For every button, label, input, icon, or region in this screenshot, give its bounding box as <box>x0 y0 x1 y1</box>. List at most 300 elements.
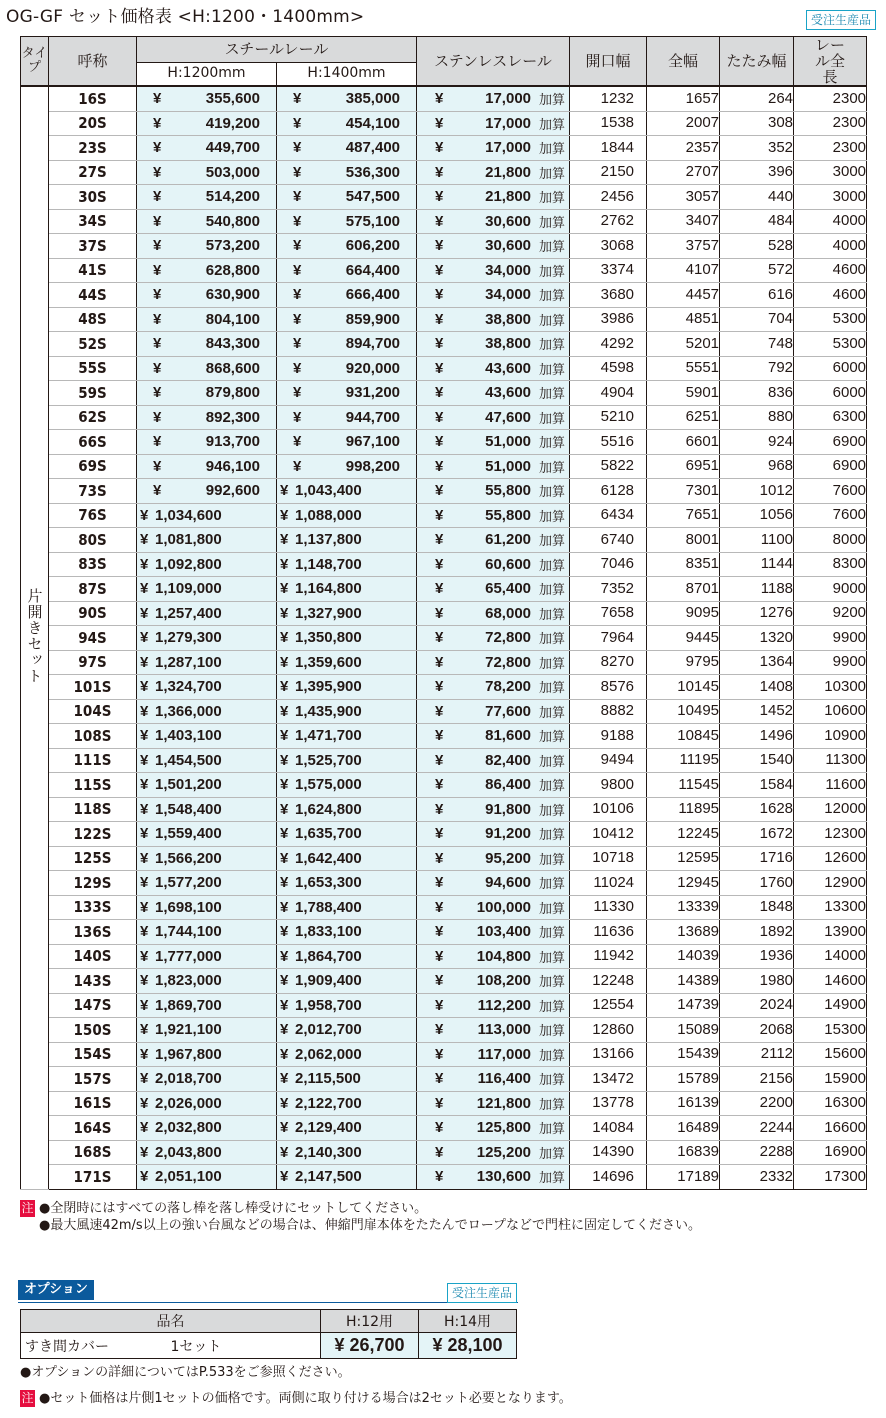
opening-width: 14696 <box>570 1165 647 1190</box>
total-width: 5551 <box>647 356 720 381</box>
folded-width: 2200 <box>720 1091 794 1116</box>
opening-width: 13472 <box>570 1067 647 1092</box>
yen-sign: ¥ <box>280 580 289 597</box>
price-amount: 487,400 <box>345 139 401 156</box>
model-name: 23S <box>49 136 137 161</box>
steel-price-h1200 <box>137 675 277 700</box>
price-amount: 514,200 <box>205 188 260 205</box>
price-amount: 1,279,300 <box>155 629 222 646</box>
opening-width: 1538 <box>570 111 647 136</box>
total-width: 2357 <box>647 136 720 161</box>
addon-label: 加算 <box>539 851 566 867</box>
folded-width: 2244 <box>720 1116 794 1141</box>
price-amount: 894,700 <box>345 335 401 352</box>
steel-price-h1400 <box>277 1067 417 1092</box>
yen-sign: ¥ <box>140 825 149 842</box>
folded-width: 1892 <box>720 920 794 945</box>
price-amount: 449,700 <box>205 139 260 156</box>
opening-width: 7658 <box>570 601 647 626</box>
stainless-addon <box>417 871 570 896</box>
yen-sign: ¥ <box>293 359 302 377</box>
steel-price-h1400 <box>277 675 417 700</box>
price-amount: 2,018,700 <box>155 1070 222 1087</box>
stainless-addon <box>417 307 570 332</box>
total-width: 3757 <box>647 234 720 259</box>
yen-sign: ¥ <box>280 1070 289 1087</box>
stainless-addon <box>417 577 570 602</box>
price-amount: 992,600 <box>205 482 260 499</box>
folded-width: 1320 <box>720 626 794 651</box>
rail-length: 10600 <box>794 699 867 724</box>
steel-price-h1200 <box>137 1165 277 1190</box>
total-width: 17189 <box>647 1165 720 1190</box>
yen-sign: ¥ <box>435 139 444 156</box>
folded-width: 968 <box>720 454 794 479</box>
addon-label: 加算 <box>539 606 566 622</box>
table-row <box>21 160 867 185</box>
model-name: 83S <box>49 552 137 577</box>
yen-sign: ¥ <box>140 580 149 597</box>
model-name: 129S <box>49 871 137 896</box>
price-amount: 2,062,000 <box>295 1045 362 1063</box>
addon-amount: 112,200 <box>477 996 532 1014</box>
steel-price-h1200 <box>137 846 277 871</box>
yen-sign: ¥ <box>153 114 162 132</box>
addon-amount: 55,800 <box>485 482 532 499</box>
note-text-1: ●全閉時にはすべての落し棒を落し棒受けにセットしてください。 <box>39 1201 428 1216</box>
total-width: 14389 <box>647 969 720 994</box>
total-width: 10845 <box>647 724 720 749</box>
yen-sign: ¥ <box>280 727 289 744</box>
price-amount: 1,454,500 <box>155 751 222 769</box>
yen-sign: ¥ <box>435 800 444 818</box>
steel-price-h1400 <box>277 405 417 430</box>
table-row <box>21 503 867 528</box>
total-width: 15439 <box>647 1042 720 1067</box>
price-amount: 913,700 <box>205 433 260 450</box>
addon-label: 加算 <box>539 1145 566 1161</box>
total-width: 10495 <box>647 699 720 724</box>
yen-sign: ¥ <box>435 506 444 524</box>
yen-sign: ¥ <box>153 286 162 303</box>
folded-width: 2112 <box>720 1042 794 1067</box>
stainless-addon <box>417 675 570 700</box>
steel-price-h1400 <box>277 650 417 675</box>
yen-sign: ¥ <box>293 163 302 181</box>
folded-width: 352 <box>720 136 794 161</box>
opening-width: 10106 <box>570 797 647 822</box>
opening-width: 5210 <box>570 405 647 430</box>
rail-length: 10300 <box>794 675 867 700</box>
rail-length: 6900 <box>794 454 867 479</box>
table-row <box>21 1018 867 1043</box>
stainless-addon <box>417 1165 570 1190</box>
model-name: 97S <box>49 650 137 675</box>
addon-amount: 125,800 <box>476 1119 532 1136</box>
price-amount: 1,559,400 <box>155 825 222 842</box>
folded-width: 1496 <box>720 724 794 749</box>
yen-sign: ¥ <box>140 1119 149 1136</box>
steel-price-h1400 <box>277 871 417 896</box>
steel-price-h1200 <box>137 332 277 357</box>
table-row <box>21 136 867 161</box>
steel-price-h1400 <box>277 503 417 528</box>
yen-sign: ¥ <box>435 188 444 205</box>
opening-width: 3680 <box>570 283 647 308</box>
price-amount: 664,400 <box>345 261 401 279</box>
stainless-addon <box>417 699 570 724</box>
yen-sign: ¥ <box>280 629 289 646</box>
price-amount: 628,800 <box>205 261 260 279</box>
addon-label: 加算 <box>539 729 566 744</box>
steel-price-h1200 <box>137 1018 277 1043</box>
yen-sign: ¥ <box>140 849 149 867</box>
yen-sign: ¥ <box>140 678 149 695</box>
price-amount: 1,287,100 <box>155 653 222 671</box>
header-type: タイプ <box>21 37 49 87</box>
total-width: 3407 <box>647 209 720 234</box>
yen-sign: ¥ <box>293 457 302 475</box>
yen-sign: ¥ <box>280 653 289 671</box>
addon-amount: 72,800 <box>485 653 532 671</box>
yen-sign: ¥ <box>435 604 444 622</box>
price-amount: 1,909,400 <box>295 972 362 989</box>
steel-price-h1200 <box>137 1042 277 1067</box>
header-stainless-rail: ステンレスレール <box>417 37 570 87</box>
rail-length: 15900 <box>794 1067 867 1092</box>
yen-sign: ¥ <box>280 947 289 965</box>
price-amount: 2,032,800 <box>155 1119 222 1136</box>
folded-width: 1100 <box>720 528 794 553</box>
model-name: 37S <box>49 234 137 259</box>
yen-sign: ¥ <box>435 261 444 279</box>
rail-length: 13300 <box>794 895 867 920</box>
stainless-addon <box>417 920 570 945</box>
steel-price-h1400 <box>277 111 417 136</box>
yen-sign: ¥ <box>435 335 444 352</box>
stainless-addon <box>417 283 570 308</box>
price-amount: 879,800 <box>205 384 260 401</box>
model-name: 125S <box>49 846 137 871</box>
table-row <box>21 773 867 798</box>
addon-label: 加算 <box>539 655 566 671</box>
yen-sign: ¥ <box>435 163 444 181</box>
model-name: 150S <box>49 1018 137 1043</box>
note-mark: 注 <box>21 1201 34 1215</box>
steel-price-h1200 <box>137 381 277 406</box>
yen-sign: ¥ <box>153 384 162 401</box>
yen-sign: ¥ <box>435 555 444 573</box>
total-width: 6951 <box>647 454 720 479</box>
yen-sign: ¥ <box>280 849 289 867</box>
yen-sign: ¥ <box>435 90 444 107</box>
yen-sign: ¥ <box>140 1094 149 1112</box>
steel-price-h1400 <box>277 748 417 773</box>
price-amount: 2,140,300 <box>295 1143 362 1161</box>
model-name: 140S <box>49 944 137 969</box>
header-rail-length <box>794 37 867 87</box>
header-steel-rail: スチールレール <box>137 37 417 63</box>
addon-amount: 130,600 <box>476 1168 532 1185</box>
steel-price-h1200 <box>137 430 277 455</box>
addon-label: 加算 <box>539 974 566 989</box>
note-line-2 <box>39 1217 701 1234</box>
steel-price-h1400 <box>277 577 417 602</box>
addon-label: 加算 <box>539 1023 566 1038</box>
option-header-name: 品名 <box>21 1310 321 1333</box>
yen-sign: ¥ <box>435 727 444 744</box>
addon-amount: 17,000 <box>485 90 532 107</box>
stainless-addon <box>417 1067 570 1092</box>
table-row <box>21 381 867 406</box>
addon-label: 加算 <box>539 1096 566 1112</box>
table-row <box>21 234 867 259</box>
table-row <box>21 895 867 920</box>
opening-width: 13778 <box>570 1091 647 1116</box>
addon-amount: 78,200 <box>485 678 532 695</box>
addon-amount: 91,200 <box>485 825 532 842</box>
stainless-addon <box>417 160 570 185</box>
opening-width: 9494 <box>570 748 647 773</box>
price-amount: 2,012,700 <box>295 1021 362 1038</box>
addon-label: 加算 <box>539 925 566 940</box>
table-row <box>21 920 867 945</box>
price-amount: 1,092,800 <box>155 555 222 573</box>
addon-label: 加算 <box>539 680 566 695</box>
model-name: 44S <box>49 283 137 308</box>
total-width: 2007 <box>647 111 720 136</box>
yen-sign: ¥ <box>280 678 289 695</box>
steel-price-h1200 <box>137 895 277 920</box>
total-width: 4851 <box>647 307 720 332</box>
price-amount: 868,600 <box>205 359 260 377</box>
yen-sign: ¥ <box>153 335 162 352</box>
steel-price-h1400 <box>277 528 417 553</box>
addon-amount: 113,000 <box>477 1021 532 1038</box>
yen-sign: ¥ <box>435 874 444 891</box>
yen-sign: ¥ <box>293 188 302 205</box>
total-width: 14739 <box>647 993 720 1018</box>
addon-amount: 47,600 <box>485 408 532 426</box>
yen-sign: ¥ <box>140 555 149 573</box>
opening-width: 11636 <box>570 920 647 945</box>
steel-price-h1200 <box>137 405 277 430</box>
steel-price-h1200 <box>137 1116 277 1141</box>
steel-price-h1400 <box>277 185 417 210</box>
opening-width: 5822 <box>570 454 647 479</box>
option-footnote <box>20 1390 572 1407</box>
table-row <box>21 822 867 847</box>
model-name: 80S <box>49 528 137 553</box>
steel-price-h1400 <box>277 944 417 969</box>
yen-sign: ¥ <box>280 555 289 573</box>
steel-price-h1400 <box>277 479 417 504</box>
addon-amount: 30,600 <box>485 212 532 230</box>
folded-width: 1672 <box>720 822 794 847</box>
opening-width: 6128 <box>570 479 647 504</box>
addon-label: 加算 <box>539 533 566 548</box>
type-label: 片開きセット <box>25 588 44 685</box>
yen-sign: ¥ <box>280 702 289 720</box>
total-width: 8701 <box>647 577 720 602</box>
folded-width: 616 <box>720 283 794 308</box>
folded-width: 1540 <box>720 748 794 773</box>
yen-sign: ¥ <box>280 825 289 842</box>
option-price-h14: ¥ 28,100 <box>419 1333 517 1359</box>
folded-width: 1628 <box>720 797 794 822</box>
opening-width: 1844 <box>570 136 647 161</box>
price-amount: 547,500 <box>345 188 401 205</box>
rail-length: 2300 <box>794 136 867 161</box>
steel-price-h1200 <box>137 601 277 626</box>
price-amount: 1,635,700 <box>295 825 362 842</box>
price-amount: 1,403,100 <box>155 727 222 744</box>
addon-label: 加算 <box>539 778 566 793</box>
yen-sign: ¥ <box>435 898 444 916</box>
rail-length: 5300 <box>794 332 867 357</box>
yen-sign: ¥ <box>153 359 162 377</box>
yen-sign: ¥ <box>140 898 149 916</box>
stainless-addon <box>417 944 570 969</box>
yen-sign: ¥ <box>435 1143 444 1161</box>
steel-price-h1200 <box>137 773 277 798</box>
steel-price-h1400 <box>277 699 417 724</box>
total-width: 4107 <box>647 258 720 283</box>
model-name: 118S <box>49 797 137 822</box>
steel-price-h1400 <box>277 307 417 332</box>
opening-width: 6740 <box>570 528 647 553</box>
addon-label: 加算 <box>539 484 566 499</box>
yen-sign: ¥ <box>140 653 149 671</box>
rail-length: 8300 <box>794 552 867 577</box>
model-name: 16S <box>49 86 137 111</box>
price-amount: 503,000 <box>205 163 260 181</box>
table-row <box>21 209 867 234</box>
yen-sign: ¥ <box>140 604 149 622</box>
yen-sign: ¥ <box>280 604 289 622</box>
stainless-addon <box>417 1042 570 1067</box>
steel-price-h1400 <box>277 797 417 822</box>
addon-label: 加算 <box>539 263 566 279</box>
steel-price-h1200 <box>137 86 277 111</box>
opening-width: 1232 <box>570 86 647 111</box>
rail-length: 9200 <box>794 601 867 626</box>
opening-width: 12554 <box>570 993 647 1018</box>
addon-amount: 72,800 <box>485 629 532 646</box>
yen-sign: ¥ <box>293 433 302 450</box>
steel-price-h1200 <box>137 577 277 602</box>
table-row <box>21 1165 867 1190</box>
addon-label: 加算 <box>539 876 566 891</box>
yen-sign: ¥ <box>140 923 149 940</box>
rail-length: 6000 <box>794 356 867 381</box>
stainless-addon <box>417 111 570 136</box>
yen-sign: ¥ <box>280 800 289 818</box>
price-amount: 1,327,900 <box>295 604 362 622</box>
total-width: 7301 <box>647 479 720 504</box>
price-amount: 1,548,400 <box>155 800 222 818</box>
rail-length: 16900 <box>794 1140 867 1165</box>
total-width: 12945 <box>647 871 720 896</box>
stainless-addon <box>417 626 570 651</box>
model-name: 62S <box>49 405 137 430</box>
rail-length: 12000 <box>794 797 867 822</box>
opening-width: 7046 <box>570 552 647 577</box>
rail-length: 3000 <box>794 160 867 185</box>
yen-sign: ¥ <box>435 1070 444 1087</box>
yen-sign: ¥ <box>435 776 444 793</box>
opening-width: 9800 <box>570 773 647 798</box>
addon-label: 加算 <box>539 141 566 156</box>
price-amount: 1,501,200 <box>155 776 222 793</box>
model-name: 133S <box>49 895 137 920</box>
price-amount: 1,864,700 <box>295 947 362 965</box>
model-name: 69S <box>49 454 137 479</box>
yen-sign: ¥ <box>153 163 162 181</box>
yen-sign: ¥ <box>280 1119 289 1136</box>
steel-price-h1200 <box>137 626 277 651</box>
steel-price-h1400 <box>277 136 417 161</box>
table-row <box>21 699 867 724</box>
addon-label: 加算 <box>539 827 566 842</box>
addon-label: 加算 <box>539 337 566 352</box>
yen-sign: ¥ <box>140 727 149 744</box>
rail-length: 16600 <box>794 1116 867 1141</box>
table-row <box>21 846 867 871</box>
table-row <box>21 724 867 749</box>
rail-length: 13900 <box>794 920 867 945</box>
table-row <box>21 430 867 455</box>
model-name: 76S <box>49 503 137 528</box>
table-row <box>21 479 867 504</box>
yen-sign: ¥ <box>435 923 444 940</box>
stainless-addon <box>417 1140 570 1165</box>
steel-price-h1400 <box>277 258 417 283</box>
folded-width: 396 <box>720 160 794 185</box>
model-name: 34S <box>49 209 137 234</box>
steel-price-h1400 <box>277 1165 417 1190</box>
steel-price-h1400 <box>277 895 417 920</box>
folded-width: 1936 <box>720 944 794 969</box>
addon-amount: 108,200 <box>476 972 532 989</box>
price-amount: 946,100 <box>205 457 260 475</box>
table-row <box>21 601 867 626</box>
addon-label: 加算 <box>539 165 566 181</box>
total-width: 5901 <box>647 381 720 406</box>
total-width: 6251 <box>647 405 720 430</box>
yen-sign: ¥ <box>153 90 162 107</box>
addon-amount: 86,400 <box>485 776 532 793</box>
price-amount: 1,833,100 <box>295 923 362 940</box>
header-name: 呼称 <box>49 37 137 87</box>
total-width: 13689 <box>647 920 720 945</box>
folded-width: 308 <box>720 111 794 136</box>
total-width: 10145 <box>647 675 720 700</box>
model-name: 52S <box>49 332 137 357</box>
steel-price-h1200 <box>137 356 277 381</box>
total-width: 16489 <box>647 1116 720 1141</box>
option-item-qty: 1セット <box>161 1333 321 1359</box>
price-amount: 859,900 <box>345 310 401 328</box>
addon-amount: 104,800 <box>476 947 532 965</box>
stainless-addon <box>417 86 570 111</box>
header-total-width: 全幅 <box>647 37 720 87</box>
rail-length: 9000 <box>794 577 867 602</box>
steel-price-h1200 <box>137 234 277 259</box>
rail-length: 11300 <box>794 748 867 773</box>
addon-amount: 65,400 <box>485 580 532 597</box>
rail-length: 4600 <box>794 258 867 283</box>
